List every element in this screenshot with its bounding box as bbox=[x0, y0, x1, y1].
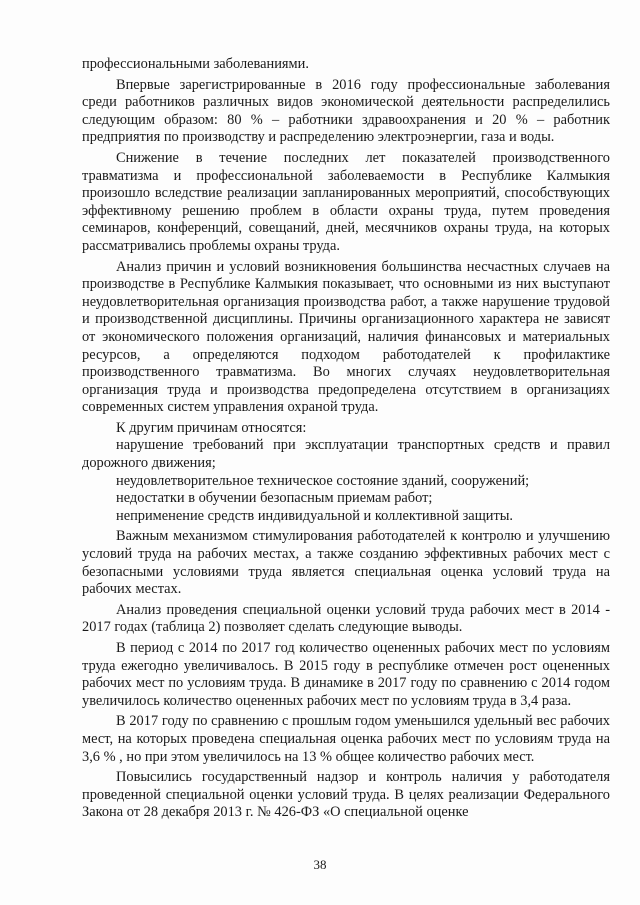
paragraph-assessment-2017: В 2017 году по сравнению с прошлым годом уменьшился удельный вес рабочих мест, на которых проведена специальная оценка рабочих мест по условиям труда на 3,6 % , но при этом увеличилось на 13 % общее количество рабочих мест. bbox=[82, 713, 610, 765]
paragraph-continuation: профессиональными заболеваниями. bbox=[82, 56, 309, 72]
page-number: 38 bbox=[313, 857, 327, 872]
paragraph-occupational-diseases-2016: Впервые зарегистрированные в 2016 году профессиональные заболевания среди работников различных видов экономической деятельности распределились следующим образом: 80 % – работники здравоохранения и 20 % – работник предприятия по производству и распределению электроэнергии, газа и воды. bbox=[82, 76, 610, 146]
list-item-buildings: неудовлетворительное техническое состояние зданий, сооружений; bbox=[116, 472, 530, 489]
list-item-training: недостатки в обучении безопасным приемам работ; bbox=[116, 490, 433, 507]
paragraph-injury-reduction: Снижение в течение последних лет показателей производственного травматизма и профессиональной заболеваемости в Республике Калмыкия произошло вследствие реализации запланированных мероприятий, способствующих эффективному решению проблем в области охраны труда, путем проведения семинаров, конференций, совещаний, дней, месячников охраны труда, на которых рассматривались проблемы охраны труда. bbox=[82, 149, 610, 254]
paragraph-special-assessment: Важным механизмом стимулирования работодателей к контролю и улучшению условий труда на рабочих местах, а также созданию эффективных рабочих мест с безопасными условиями труда является специальная оценка условий труда на рабочих местах. bbox=[82, 528, 610, 598]
page-body bbox=[82, 56, 610, 822]
paragraph-accident-causes: Анализ причин и условий возникновения большинства несчастных случаев на производстве в Республике Калмыкия показывает, что основными из них выступают неудовлетворительная организация производства работ, а также нарушение трудовой и производственной дисциплины. Причины организационного характера не зависят от экономического положения организаций, наличия финансовых и материальных ресурсов, а определяются подходом работодателей к профилактике производственного травматизма. Во многих случаях неудовлетворительная организация труда и производства предопределена отсутствием в организациях современных систем управления охраной труда. bbox=[82, 258, 610, 416]
paragraph-assessment-period: В период с 2014 по 2017 год количество оцененных рабочих мест по условиям труда ежегодно увеличивалось. В 2015 году в республике отмечен рост оцененных рабочих мест по условиям труда. В динамике в 2017 году по сравнению с 2014 годом увеличилось количество оцененных рабочих мест по условиям труда в 3,4 раза. bbox=[82, 640, 610, 709]
list-item-transport: нарушение требований при эксплуатации транспортных средств и правил дорожного движения; bbox=[82, 437, 610, 472]
list-intro: К другим причинам относятся: bbox=[116, 419, 307, 436]
list-item-protection: неприменение средств индивидуальной и коллективной защиты. bbox=[116, 507, 514, 524]
paragraph-state-supervision: Повысились государственный надзор и контроль наличия у работодателя проведенной специальной оценки условий труда. В целях реализации Федерального Закона от 28 декабря 2013 г. № 426-ФЗ «О специальной оценке bbox=[82, 769, 610, 821]
paragraph-assessment-analysis: Анализ проведения специальной оценки условий труда рабочих мест в 2014 - 2017 годах (таблица 2) позволяет сделать следующие выводы. bbox=[82, 601, 610, 636]
